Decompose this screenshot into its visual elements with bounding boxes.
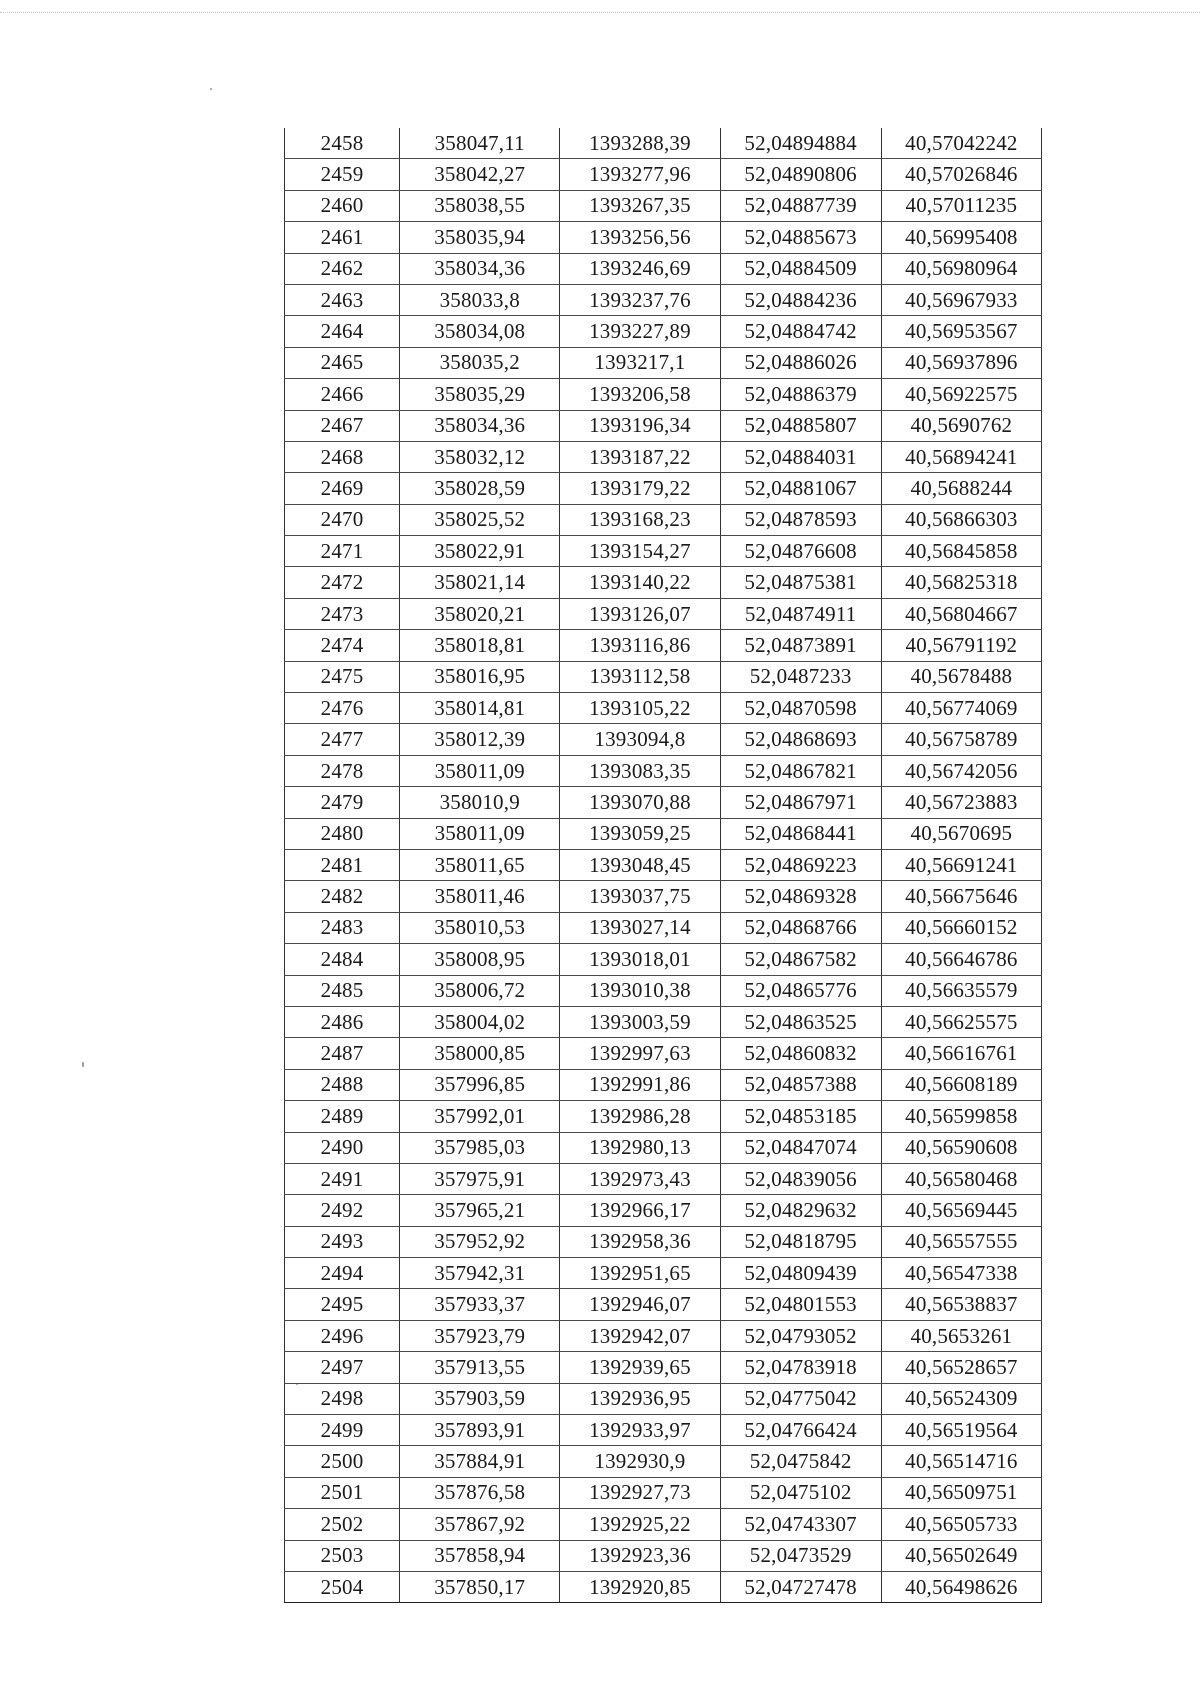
point-number-cell: 2501 (285, 1477, 400, 1508)
x-coordinate-cell: 357996,85 (400, 1069, 560, 1100)
latitude-cell: 52,04874911 (720, 598, 881, 629)
latitude-cell: 52,04839056 (720, 1163, 881, 1194)
y-coordinate-cell: 1392991,86 (560, 1069, 720, 1100)
x-coordinate-cell: 357952,92 (400, 1226, 560, 1257)
point-number-cell: 2499 (285, 1415, 400, 1446)
table-row (285, 222, 1042, 253)
point-number-cell: 2488 (285, 1069, 400, 1100)
point-number-cell: 2463 (285, 284, 400, 315)
table-row (285, 630, 1042, 661)
latitude-cell: 52,04884742 (720, 316, 881, 347)
longitude-cell: 40,56519564 (881, 1415, 1041, 1446)
latitude-cell: 52,04885807 (720, 410, 881, 441)
point-number-cell: 2498 (285, 1383, 400, 1414)
table-row (285, 536, 1042, 567)
y-coordinate-cell: 1392980,13 (560, 1132, 720, 1163)
longitude-cell: 40,56569445 (881, 1195, 1041, 1226)
latitude-cell: 52,04884236 (720, 284, 881, 315)
x-coordinate-cell: 358033,8 (400, 284, 560, 315)
point-number-cell: 2487 (285, 1038, 400, 1069)
latitude-cell: 52,04884509 (720, 253, 881, 284)
table-row (285, 975, 1042, 1006)
longitude-cell: 40,56742056 (881, 755, 1041, 786)
table-row (285, 1038, 1042, 1069)
point-number-cell: 2489 (285, 1101, 400, 1132)
point-number-cell: 2481 (285, 849, 400, 880)
x-coordinate-cell: 357965,21 (400, 1195, 560, 1226)
y-coordinate-cell: 1393059,25 (560, 818, 720, 849)
latitude-cell: 52,04863525 (720, 1006, 881, 1037)
table-row (285, 1258, 1042, 1289)
latitude-cell: 52,04766424 (720, 1415, 881, 1446)
y-coordinate-cell: 1392939,65 (560, 1352, 720, 1383)
table-row (285, 661, 1042, 692)
longitude-cell: 40,56608189 (881, 1069, 1041, 1100)
table-row (285, 253, 1042, 284)
longitude-cell: 40,56502649 (881, 1540, 1041, 1571)
table-row (285, 190, 1042, 221)
point-number-cell: 2480 (285, 818, 400, 849)
point-number-cell: 2473 (285, 598, 400, 629)
table-row (285, 849, 1042, 880)
longitude-cell: 40,56894241 (881, 441, 1041, 472)
table-row (285, 1509, 1042, 1540)
x-coordinate-cell: 357923,79 (400, 1320, 560, 1351)
x-coordinate-cell: 358034,36 (400, 410, 560, 441)
x-coordinate-cell: 357913,55 (400, 1352, 560, 1383)
longitude-cell: 40,56616761 (881, 1038, 1041, 1069)
latitude-cell: 52,04870598 (720, 693, 881, 724)
x-coordinate-cell: 357867,92 (400, 1509, 560, 1540)
point-number-cell: 2503 (285, 1540, 400, 1571)
latitude-cell: 52,04875381 (720, 567, 881, 598)
point-number-cell: 2504 (285, 1571, 400, 1602)
point-number-cell: 2476 (285, 693, 400, 724)
table-row (285, 1540, 1042, 1571)
point-number-cell: 2461 (285, 222, 400, 253)
longitude-cell: 40,5690762 (881, 410, 1041, 441)
x-coordinate-cell: 358035,94 (400, 222, 560, 253)
table-row (285, 1415, 1042, 1446)
longitude-cell: 40,56660152 (881, 912, 1041, 943)
latitude-cell: 52,0487233 (720, 661, 881, 692)
latitude-cell: 52,04783918 (720, 1352, 881, 1383)
y-coordinate-cell: 1393105,22 (560, 693, 720, 724)
x-coordinate-cell: 358034,36 (400, 253, 560, 284)
longitude-cell: 40,56599858 (881, 1101, 1041, 1132)
longitude-cell: 40,56922575 (881, 379, 1041, 410)
table-row (285, 1006, 1042, 1037)
y-coordinate-cell: 1393018,01 (560, 944, 720, 975)
table-row (285, 1163, 1042, 1194)
latitude-cell: 52,04887739 (720, 190, 881, 221)
table-row (285, 1289, 1042, 1320)
point-number-cell: 2500 (285, 1446, 400, 1477)
point-number-cell: 2466 (285, 379, 400, 410)
longitude-cell: 40,57026846 (881, 159, 1041, 190)
table-row (285, 598, 1042, 629)
y-coordinate-cell: 1392925,22 (560, 1509, 720, 1540)
y-coordinate-cell: 1393140,22 (560, 567, 720, 598)
longitude-cell: 40,56691241 (881, 849, 1041, 880)
longitude-cell: 40,56625575 (881, 1006, 1041, 1037)
x-coordinate-cell: 357933,37 (400, 1289, 560, 1320)
point-number-cell: 2472 (285, 567, 400, 598)
y-coordinate-cell: 1393246,69 (560, 253, 720, 284)
x-coordinate-cell: 358035,29 (400, 379, 560, 410)
x-coordinate-cell: 358008,95 (400, 944, 560, 975)
longitude-cell: 40,57042242 (881, 128, 1041, 159)
x-coordinate-cell: 358035,2 (400, 347, 560, 378)
y-coordinate-cell: 1392942,07 (560, 1320, 720, 1351)
point-number-cell: 2477 (285, 724, 400, 755)
x-coordinate-cell: 357942,31 (400, 1258, 560, 1289)
longitude-cell: 40,56995408 (881, 222, 1041, 253)
x-coordinate-cell: 358032,12 (400, 441, 560, 472)
x-coordinate-cell: 358010,53 (400, 912, 560, 943)
y-coordinate-cell: 1392923,36 (560, 1540, 720, 1571)
point-number-cell: 2468 (285, 441, 400, 472)
latitude-cell: 52,04867582 (720, 944, 881, 975)
latitude-cell: 52,04801553 (720, 1289, 881, 1320)
longitude-cell: 40,56774069 (881, 693, 1041, 724)
longitude-cell: 40,56675646 (881, 881, 1041, 912)
table-row (285, 693, 1042, 724)
table-row (285, 159, 1042, 190)
longitude-cell: 40,56980964 (881, 253, 1041, 284)
point-number-cell: 2495 (285, 1289, 400, 1320)
longitude-cell: 40,56498626 (881, 1571, 1041, 1602)
longitude-cell: 40,57011235 (881, 190, 1041, 221)
latitude-cell: 52,04869223 (720, 849, 881, 880)
point-number-cell: 2474 (285, 630, 400, 661)
x-coordinate-cell: 358028,59 (400, 473, 560, 504)
y-coordinate-cell: 1393288,39 (560, 128, 720, 159)
point-number-cell: 2459 (285, 159, 400, 190)
latitude-cell: 52,04869328 (720, 881, 881, 912)
y-coordinate-cell: 1392966,17 (560, 1195, 720, 1226)
point-number-cell: 2490 (285, 1132, 400, 1163)
latitude-cell: 52,04727478 (720, 1571, 881, 1602)
y-coordinate-cell: 1393083,35 (560, 755, 720, 786)
longitude-cell: 40,56528657 (881, 1352, 1041, 1383)
table-row (285, 1101, 1042, 1132)
y-coordinate-cell: 1392920,85 (560, 1571, 720, 1602)
table-row (285, 504, 1042, 535)
latitude-cell: 52,04775042 (720, 1383, 881, 1414)
y-coordinate-cell: 1393256,56 (560, 222, 720, 253)
table-row (285, 410, 1042, 441)
latitude-cell: 52,04860832 (720, 1038, 881, 1069)
x-coordinate-cell: 358012,39 (400, 724, 560, 755)
longitude-cell: 40,56590608 (881, 1132, 1041, 1163)
x-coordinate-cell: 358016,95 (400, 661, 560, 692)
latitude-cell: 52,04886379 (720, 379, 881, 410)
x-coordinate-cell: 358022,91 (400, 536, 560, 567)
x-coordinate-cell: 358047,11 (400, 128, 560, 159)
x-coordinate-cell: 358018,81 (400, 630, 560, 661)
y-coordinate-cell: 1393154,27 (560, 536, 720, 567)
point-number-cell: 2460 (285, 190, 400, 221)
latitude-cell: 52,04873891 (720, 630, 881, 661)
x-coordinate-cell: 357985,03 (400, 1132, 560, 1163)
point-number-cell: 2458 (285, 128, 400, 159)
y-coordinate-cell: 1392933,97 (560, 1415, 720, 1446)
table-row (285, 1132, 1042, 1163)
y-coordinate-cell: 1393010,38 (560, 975, 720, 1006)
point-number-cell: 2469 (285, 473, 400, 504)
x-coordinate-cell: 358021,14 (400, 567, 560, 598)
table-row (285, 1320, 1042, 1351)
x-coordinate-cell: 358034,08 (400, 316, 560, 347)
latitude-cell: 52,04793052 (720, 1320, 881, 1351)
point-number-cell: 2491 (285, 1163, 400, 1194)
y-coordinate-cell: 1393126,07 (560, 598, 720, 629)
y-coordinate-cell: 1393048,45 (560, 849, 720, 880)
longitude-cell: 40,56580468 (881, 1163, 1041, 1194)
latitude-cell: 52,04867821 (720, 755, 881, 786)
y-coordinate-cell: 1393168,23 (560, 504, 720, 535)
table-row (285, 316, 1042, 347)
table-row (285, 818, 1042, 849)
point-number-cell: 2502 (285, 1509, 400, 1540)
latitude-cell: 52,04885673 (720, 222, 881, 253)
y-coordinate-cell: 1393206,58 (560, 379, 720, 410)
y-coordinate-cell: 1393187,22 (560, 441, 720, 472)
y-coordinate-cell: 1392997,63 (560, 1038, 720, 1069)
x-coordinate-cell: 357992,01 (400, 1101, 560, 1132)
longitude-cell: 40,56937896 (881, 347, 1041, 378)
latitude-cell: 52,0473529 (720, 1540, 881, 1571)
table-row (285, 473, 1042, 504)
longitude-cell: 40,56547338 (881, 1258, 1041, 1289)
longitude-cell: 40,56825318 (881, 567, 1041, 598)
latitude-cell: 52,0475102 (720, 1477, 881, 1508)
table-row (285, 567, 1042, 598)
table-row (285, 1477, 1042, 1508)
table-row (285, 787, 1042, 818)
latitude-cell: 52,04809439 (720, 1258, 881, 1289)
x-coordinate-cell: 357903,59 (400, 1383, 560, 1414)
point-number-cell: 2462 (285, 253, 400, 284)
table-row (285, 724, 1042, 755)
longitude-cell: 40,56514716 (881, 1446, 1041, 1477)
table-row (285, 1383, 1042, 1414)
y-coordinate-cell: 1393217,1 (560, 347, 720, 378)
point-number-cell: 2470 (285, 504, 400, 535)
point-number-cell: 2467 (285, 410, 400, 441)
table-row (285, 128, 1042, 159)
table-row (285, 944, 1042, 975)
x-coordinate-cell: 357975,91 (400, 1163, 560, 1194)
point-number-cell: 2475 (285, 661, 400, 692)
y-coordinate-cell: 1393027,14 (560, 912, 720, 943)
coordinates-table-body (285, 128, 1042, 1603)
x-coordinate-cell: 357884,91 (400, 1446, 560, 1477)
table-row (285, 1195, 1042, 1226)
y-coordinate-cell: 1393116,86 (560, 630, 720, 661)
table-row (285, 379, 1042, 410)
x-coordinate-cell: 358004,02 (400, 1006, 560, 1037)
latitude-cell: 52,04890806 (720, 159, 881, 190)
latitude-cell: 52,04868766 (720, 912, 881, 943)
scan-speck (82, 1062, 84, 1067)
y-coordinate-cell: 1393277,96 (560, 159, 720, 190)
y-coordinate-cell: 1392930,9 (560, 1446, 720, 1477)
x-coordinate-cell: 357876,58 (400, 1477, 560, 1508)
x-coordinate-cell: 357850,17 (400, 1571, 560, 1602)
longitude-cell: 40,56953567 (881, 316, 1041, 347)
longitude-cell: 40,56538837 (881, 1289, 1041, 1320)
longitude-cell: 40,5678488 (881, 661, 1041, 692)
point-number-cell: 2496 (285, 1320, 400, 1351)
longitude-cell: 40,56967933 (881, 284, 1041, 315)
scan-edge-line (0, 12, 1200, 13)
point-number-cell: 2483 (285, 912, 400, 943)
longitude-cell: 40,56758789 (881, 724, 1041, 755)
latitude-cell: 52,04867971 (720, 787, 881, 818)
y-coordinate-cell: 1393227,89 (560, 316, 720, 347)
latitude-cell: 52,04876608 (720, 536, 881, 567)
table-row (285, 1571, 1042, 1602)
latitude-cell: 52,04743307 (720, 1509, 881, 1540)
longitude-cell: 40,56505733 (881, 1509, 1041, 1540)
point-number-cell: 2478 (285, 755, 400, 786)
y-coordinate-cell: 1392927,73 (560, 1477, 720, 1508)
y-coordinate-cell: 1392973,43 (560, 1163, 720, 1194)
x-coordinate-cell: 358011,09 (400, 755, 560, 786)
x-coordinate-cell: 358011,46 (400, 881, 560, 912)
x-coordinate-cell: 358011,09 (400, 818, 560, 849)
latitude-cell: 52,04818795 (720, 1226, 881, 1257)
point-number-cell: 2493 (285, 1226, 400, 1257)
longitude-cell: 40,56723883 (881, 787, 1041, 818)
point-number-cell: 2484 (285, 944, 400, 975)
longitude-cell: 40,56646786 (881, 944, 1041, 975)
latitude-cell: 52,04884031 (720, 441, 881, 472)
latitude-cell: 52,04853185 (720, 1101, 881, 1132)
point-number-cell: 2464 (285, 316, 400, 347)
x-coordinate-cell: 358010,9 (400, 787, 560, 818)
latitude-cell: 52,04857388 (720, 1069, 881, 1100)
latitude-cell: 52,04881067 (720, 473, 881, 504)
y-coordinate-cell: 1393267,35 (560, 190, 720, 221)
y-coordinate-cell: 1392946,07 (560, 1289, 720, 1320)
longitude-cell: 40,56557555 (881, 1226, 1041, 1257)
longitude-cell: 40,56635579 (881, 975, 1041, 1006)
y-coordinate-cell: 1393037,75 (560, 881, 720, 912)
point-number-cell: 2471 (285, 536, 400, 567)
latitude-cell: 52,04894884 (720, 128, 881, 159)
y-coordinate-cell: 1392936,95 (560, 1383, 720, 1414)
latitude-cell: 52,04829632 (720, 1195, 881, 1226)
y-coordinate-cell: 1393070,88 (560, 787, 720, 818)
y-coordinate-cell: 1393094,8 (560, 724, 720, 755)
x-coordinate-cell: 357893,91 (400, 1415, 560, 1446)
table-row (285, 347, 1042, 378)
point-number-cell: 2479 (285, 787, 400, 818)
x-coordinate-cell: 357858,94 (400, 1540, 560, 1571)
y-coordinate-cell: 1392958,36 (560, 1226, 720, 1257)
table-row (285, 1226, 1042, 1257)
longitude-cell: 40,5653261 (881, 1320, 1041, 1351)
longitude-cell: 40,56509751 (881, 1477, 1041, 1508)
latitude-cell: 52,04868693 (720, 724, 881, 755)
latitude-cell: 52,0475842 (720, 1446, 881, 1477)
y-coordinate-cell: 1393003,59 (560, 1006, 720, 1037)
y-coordinate-cell: 1393196,34 (560, 410, 720, 441)
table-row (285, 284, 1042, 315)
x-coordinate-cell: 358014,81 (400, 693, 560, 724)
table-row (285, 1069, 1042, 1100)
x-coordinate-cell: 358000,85 (400, 1038, 560, 1069)
table-row (285, 1446, 1042, 1477)
y-coordinate-cell: 1393179,22 (560, 473, 720, 504)
latitude-cell: 52,04886026 (720, 347, 881, 378)
latitude-cell: 52,04847074 (720, 1132, 881, 1163)
x-coordinate-cell: 358042,27 (400, 159, 560, 190)
latitude-cell: 52,04868441 (720, 818, 881, 849)
point-number-cell: 2465 (285, 347, 400, 378)
longitude-cell: 40,56804667 (881, 598, 1041, 629)
longitude-cell: 40,56524309 (881, 1383, 1041, 1414)
x-coordinate-cell: 358025,52 (400, 504, 560, 535)
y-coordinate-cell: 1393237,76 (560, 284, 720, 315)
y-coordinate-cell: 1392986,28 (560, 1101, 720, 1132)
latitude-cell: 52,04878593 (720, 504, 881, 535)
point-number-cell: 2492 (285, 1195, 400, 1226)
x-coordinate-cell: 358038,55 (400, 190, 560, 221)
table-row (285, 1352, 1042, 1383)
coordinates-table (284, 128, 1042, 1603)
table-row (285, 881, 1042, 912)
y-coordinate-cell: 1393112,58 (560, 661, 720, 692)
longitude-cell: 40,56845858 (881, 536, 1041, 567)
longitude-cell: 40,5670695 (881, 818, 1041, 849)
point-number-cell: 2494 (285, 1258, 400, 1289)
longitude-cell: 40,56791192 (881, 630, 1041, 661)
x-coordinate-cell: 358020,21 (400, 598, 560, 629)
table-row (285, 755, 1042, 786)
longitude-cell: 40,56866303 (881, 504, 1041, 535)
y-coordinate-cell: 1392951,65 (560, 1258, 720, 1289)
longitude-cell: 40,5688244 (881, 473, 1041, 504)
point-number-cell: 2486 (285, 1006, 400, 1037)
latitude-cell: 52,04865776 (720, 975, 881, 1006)
x-coordinate-cell: 358006,72 (400, 975, 560, 1006)
scan-speck (210, 88, 212, 90)
x-coordinate-cell: 358011,65 (400, 849, 560, 880)
table-row (285, 441, 1042, 472)
point-number-cell: 2485 (285, 975, 400, 1006)
point-number-cell: 2497 (285, 1352, 400, 1383)
table-row (285, 912, 1042, 943)
point-number-cell: 2482 (285, 881, 400, 912)
